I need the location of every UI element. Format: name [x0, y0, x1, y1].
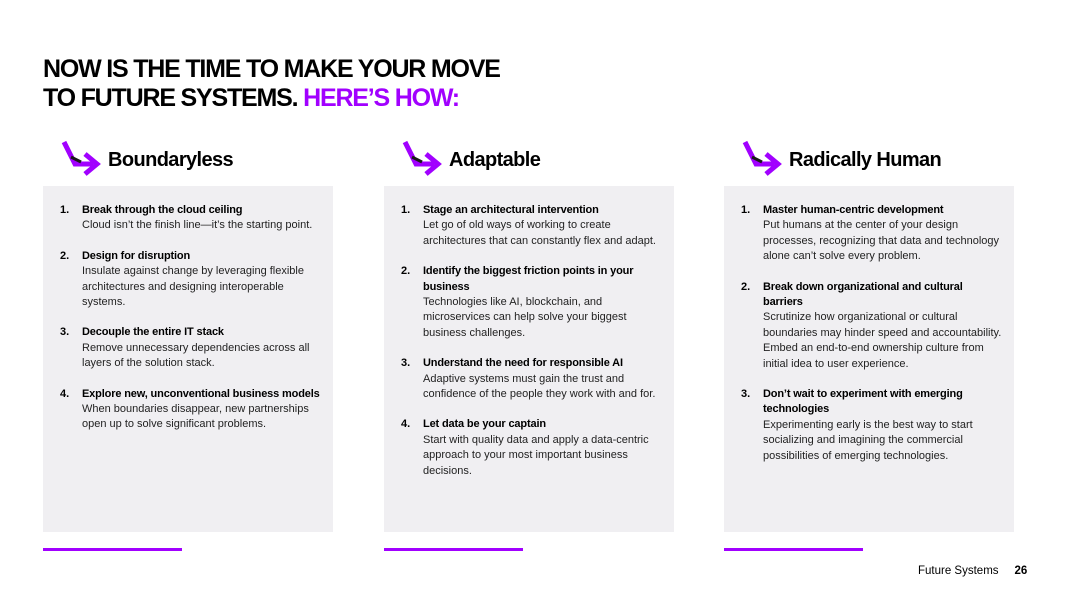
item-title: Stage an architectural intervention: [423, 204, 599, 216]
item-description: Let go of old ways of working to create architectures that can constantly flex and adapt.: [423, 219, 656, 247]
item-title: Explore new, unconventional business models: [82, 387, 320, 400]
item-number: 3.: [60, 326, 70, 339]
item-description: Start with quality data and apply a data-centric approach to your most important business decisions.: [423, 433, 649, 477]
accent-underline: [43, 548, 182, 551]
item-number: 2.: [401, 265, 411, 278]
item-text: [82, 249, 321, 311]
item-text: [763, 203, 1002, 265]
item-text: [763, 280, 1002, 372]
list-item: [741, 387, 1002, 464]
item-number: 1.: [401, 204, 411, 216]
list-item: [401, 417, 662, 479]
column-title: Radically Human: [789, 149, 942, 171]
title-line-2: TO FUTURE SYSTEMS.: [43, 84, 298, 112]
item-title: Decouple the entire IT stack: [82, 326, 224, 339]
arrow-icon: [61, 140, 103, 182]
column-title: Adaptable: [449, 149, 541, 171]
item-text: [423, 264, 662, 341]
list-item: [401, 264, 662, 341]
column-boundaryless: [43, 140, 333, 431]
page-title: [43, 55, 500, 113]
list-item: [401, 356, 662, 402]
title-line-1: NOW IS THE TIME TO MAKE YOUR MOVE: [43, 55, 500, 83]
item-description: Technologies like AI, blockchain, and microservices can help solve your biggest business challenges.: [423, 296, 627, 339]
column-header: [384, 140, 674, 184]
item-title: Design for disruption: [82, 249, 191, 262]
item-text: [82, 387, 321, 433]
item-number: 2.: [741, 280, 751, 293]
arrow-icon: [402, 140, 444, 182]
list-item: [60, 203, 321, 234]
item-text: [423, 203, 662, 249]
column-content-box: [384, 186, 674, 532]
item-text: [763, 387, 1002, 464]
arrow-icon: [742, 140, 784, 182]
item-description: Insulate against change by leveraging flexible architectures and designing interoperable systems.: [82, 265, 304, 309]
accent-underline: [724, 548, 863, 551]
list-item: [60, 325, 321, 371]
accent-underline: [384, 548, 523, 551]
item-description: Put humans at the center of your design processes, recognizing that data and technology alone can’t solve every problem.: [763, 219, 1000, 263]
item-number: 1.: [60, 204, 70, 216]
item-title: Don’t wait to experiment with emerging technologies: [763, 388, 963, 416]
item-number: 3.: [401, 357, 411, 370]
item-title: Identify the biggest friction points in your business: [423, 265, 634, 293]
list-item: [401, 203, 662, 249]
item-title: Master human-centric development: [763, 204, 944, 216]
column-radically-human: [724, 140, 1014, 462]
page-footer: [918, 565, 1027, 577]
item-title: Understand the need for responsible AI: [423, 357, 623, 370]
item-description: Experimenting early is the best way to start socializing and imagining the commercial possibilities of emerging technologies.: [763, 418, 973, 462]
list-item: [741, 203, 1002, 265]
item-title: Break down organizational and cultural barriers: [763, 280, 963, 309]
item-number: 2.: [60, 249, 70, 262]
page-number: 26: [1014, 565, 1028, 577]
footer-section: Future Systems: [918, 565, 999, 577]
item-description: Cloud isn’t the finish line—it’s the starting point.: [82, 219, 313, 232]
item-description: Remove unnecessary dependencies across all layers of the solution stack.: [82, 341, 310, 370]
column-title: Boundaryless: [108, 149, 234, 171]
item-title: Break through the cloud ceiling: [82, 204, 243, 216]
item-number: 1.: [741, 204, 751, 216]
column-content-box: [43, 186, 333, 532]
list-item: [741, 280, 1002, 372]
item-description: Adaptive systems must gain the trust and confidence of the people they work with and for.: [423, 372, 656, 401]
column-adaptable: [384, 140, 674, 477]
column-header: [724, 140, 1014, 184]
title-accent: HERE’S HOW:: [303, 84, 459, 112]
list-item: [60, 249, 321, 311]
item-text: [423, 356, 662, 402]
item-number: 3.: [741, 388, 751, 401]
item-description: Scrutinize how organizational or cultural boundaries may hinder speed and accountability. Embed an end-to-end ownership culture from initial idea to user experience.: [763, 311, 1002, 370]
item-title: Let data be your captain: [423, 418, 546, 431]
list-item: [60, 387, 321, 433]
item-text: [82, 203, 321, 234]
column-header: [43, 140, 333, 184]
item-text: [82, 325, 321, 371]
item-text: [423, 417, 662, 479]
item-number: 4.: [60, 387, 70, 400]
item-description: When boundaries disappear, new partnerships open up to solve significant problems.: [82, 403, 309, 431]
column-content-box: [724, 186, 1014, 532]
item-number: 4.: [401, 418, 411, 431]
